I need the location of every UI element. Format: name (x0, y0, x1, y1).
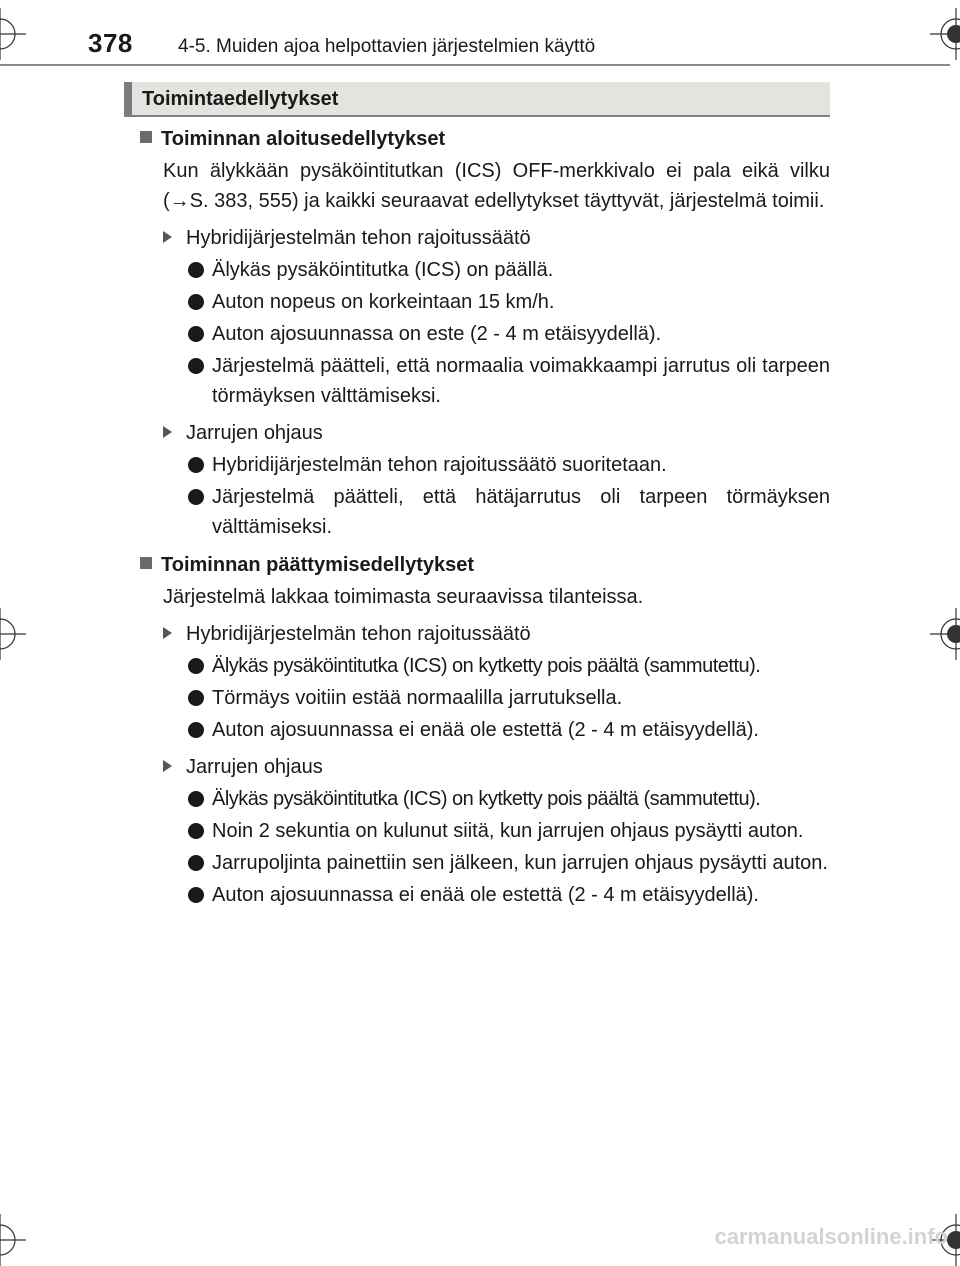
crop-mark-icon (0, 608, 26, 660)
list-item-text: Älykäs pysäköintitutka (ICS) on päällä. (212, 259, 554, 281)
crop-mark-icon (0, 8, 26, 60)
list-item (212, 450, 830, 480)
round-bullet-icon (188, 294, 204, 310)
list-item (212, 683, 830, 713)
triangle-bullet-icon (163, 627, 172, 639)
crop-mark-icon (0, 1214, 26, 1266)
list-item-text: Älykäs pysäköintitutka (ICS) on kytketty pois päältä (sammutettu). (212, 788, 761, 810)
list-item-text: Jarrupoljinta painettiin sen jälkeen, kun jarrujen ohjaus pysäytti auton. (212, 852, 828, 874)
list-item (212, 784, 830, 814)
round-bullet-icon (188, 887, 204, 903)
round-bullet-icon (188, 855, 204, 871)
round-bullet-icon (188, 823, 204, 839)
section-title-bar (124, 82, 830, 117)
triangle-bullet-icon (163, 426, 172, 438)
list-item (212, 351, 830, 411)
list-item-text: Noin 2 sekuntia on kulunut siitä, kun jarrujen ohjaus pysäytti auton. (212, 820, 804, 842)
subheading-label: Toiminnan aloitusedellytykset (161, 128, 446, 150)
section-accent (124, 82, 132, 115)
round-bullet-icon (188, 690, 204, 706)
page-number: 378 (88, 28, 133, 58)
list-item (212, 715, 830, 745)
header-divider (0, 64, 950, 66)
condition-group (163, 752, 830, 782)
crop-mark-icon (930, 8, 960, 60)
list-item-text: Auton ajosuunnassa on este (2 - 4 m etäisyydellä). (212, 323, 662, 345)
list-item-text: Auton ajosuunnassa ei enää ole estettä (2 - 4 m etäisyydellä). (212, 884, 759, 906)
list-item (212, 287, 830, 317)
subheading-label: Toiminnan päättymisedellytykset (161, 554, 475, 576)
triangle-bullet-icon (163, 760, 172, 772)
section-title: Toimintaedellytykset (142, 88, 339, 110)
list-item (212, 255, 830, 285)
round-bullet-icon (188, 722, 204, 738)
list-item-text: Auton ajosuunnassa ei enää ole estettä (2 - 4 m etäisyydellä). (212, 719, 759, 741)
condition-group-label: Hybridijärjestelmän tehon rajoitussäätö (186, 227, 531, 249)
round-bullet-icon (188, 457, 204, 473)
list-item-text: Järjestelmä päätteli, että hätäjarrutus oli tarpeen törmäyksen välttämiseksi. (212, 486, 830, 538)
list-item (212, 482, 830, 542)
subheading-end-conditions (140, 550, 830, 580)
subheading-start-conditions (140, 124, 830, 154)
list-item (212, 651, 830, 681)
condition-group-label: Jarrujen ohjaus (186, 756, 323, 778)
condition-group-label: Jarrujen ohjaus (186, 422, 323, 444)
triangle-bullet-icon (163, 231, 172, 243)
list-item (212, 880, 830, 910)
watermark-logo: carmanualsonline.info (714, 1224, 948, 1249)
round-bullet-icon (188, 658, 204, 674)
intro-paragraph: Kun älykkään pysäköintitutkan (ICS) OFF-merkkivalo ei pala eikä vilku (→S. 383, 555) ja kaikki seuraavat edellytykset täyttyvät, järjestelmä toimii. (163, 160, 830, 212)
square-bullet-icon (140, 557, 152, 569)
round-bullet-icon (188, 489, 204, 505)
condition-group (163, 619, 830, 649)
list-item-text: Hybridijärjestelmän tehon rajoitussäätö suoritetaan. (212, 454, 667, 476)
list-item (212, 319, 830, 349)
condition-group (163, 223, 830, 253)
chapter-title: 4-5. Muiden ajoa helpottavien järjestelmien käyttö (178, 36, 596, 57)
round-bullet-icon (188, 326, 204, 342)
list-item (212, 816, 830, 846)
crop-mark-icon (930, 608, 960, 660)
square-bullet-icon (140, 131, 152, 143)
round-bullet-icon (188, 262, 204, 278)
round-bullet-icon (188, 791, 204, 807)
list-item-text: Älykäs pysäköintitutka (ICS) on kytketty pois päältä (sammutettu). (212, 655, 761, 677)
main-content (140, 122, 830, 910)
list-item-text: Törmäys voitiin estää normaalilla jarrutuksella. (212, 687, 623, 709)
condition-group (163, 418, 830, 448)
intro-paragraph: Järjestelmä lakkaa toimimasta seuraavissa tilanteissa. (163, 586, 644, 608)
round-bullet-icon (188, 358, 204, 374)
condition-group-label: Hybridijärjestelmän tehon rajoitussäätö (186, 623, 531, 645)
list-item-text: Järjestelmä päätteli, että normaalia voimakkaampi jarrutus oli tarpeen törmäyksen välttämiseksi. (212, 355, 830, 407)
list-item-text: Auton nopeus on korkeintaan 15 km/h. (212, 291, 555, 313)
list-item (212, 848, 830, 878)
